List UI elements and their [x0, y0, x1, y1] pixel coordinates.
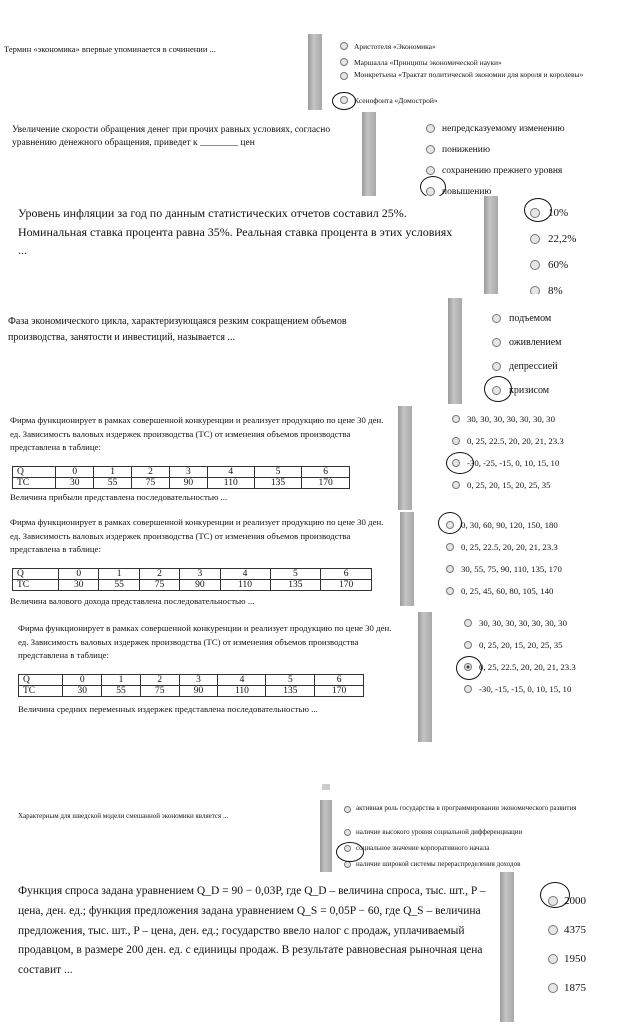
question-card-6 — [0, 512, 623, 612]
option-label: 30, 30, 30, 30, 30, 30, 30 — [479, 618, 567, 628]
answer-option[interactable] — [344, 856, 620, 872]
radio-button[interactable] — [452, 415, 460, 423]
answer-option[interactable] — [452, 408, 622, 430]
option-label: 60% — [548, 259, 569, 271]
option-label: -30, -25, -15, 0, 10, 15, 10 — [467, 458, 560, 468]
answer-option[interactable] — [492, 306, 622, 330]
radio-button[interactable] — [548, 983, 558, 993]
answer-option[interactable] — [340, 38, 620, 54]
answer-option[interactable] — [548, 944, 622, 973]
table-cell: 75 — [139, 580, 179, 591]
answer-option[interactable] — [530, 226, 620, 252]
radio-button[interactable] — [530, 286, 540, 294]
option-label: социальное значение корпоративного начала — [356, 844, 490, 852]
question-text: Термин «экономика» впервые упоминается в сочинении ... — [4, 44, 216, 54]
answer-option[interactable] — [426, 139, 616, 160]
table-cell: 90 — [169, 478, 207, 489]
option-label: Монкретьена «Трактат политической экономии для короля и королевы» — [354, 70, 584, 79]
radio-button[interactable] — [340, 72, 348, 80]
question-text: Фирма функционирует в рамках совершенной конкуренции и реализует продукцию по цене 30 ден. ед. Зависимость валовых издержек производства (TC) от изменения объемов производства представлена в таблице: — [10, 517, 384, 555]
table-cell: 170 — [302, 478, 350, 489]
table-cell: 90 — [179, 686, 218, 697]
answer-option[interactable] — [426, 118, 616, 139]
answer-option[interactable] — [344, 840, 620, 856]
question-tail: Величина средних переменных издержек представлена последовательностью ... — [18, 704, 318, 714]
table-cell: TC — [13, 478, 56, 489]
option-label: сохранению прежнего уровня — [442, 165, 563, 176]
option-label: 0, 25, 22.5, 20, 20, 21, 23.3 — [461, 542, 558, 552]
table-cell: 135 — [270, 580, 321, 591]
answer-option[interactable] — [446, 536, 622, 558]
table-cell: 5 — [266, 675, 315, 686]
answer-options — [344, 804, 620, 872]
scroll-strip — [308, 34, 322, 110]
answer-option[interactable] — [548, 973, 622, 1002]
table-cell: 170 — [315, 686, 364, 697]
table-cell: 30 — [63, 686, 102, 697]
answer-option[interactable] — [340, 70, 620, 92]
table-row — [19, 675, 364, 686]
answer-option[interactable] — [340, 92, 620, 108]
answer-option[interactable] — [446, 514, 622, 536]
table-cell: 55 — [99, 580, 139, 591]
table-cell: 110 — [207, 478, 254, 489]
pen-circle-mark — [540, 882, 570, 908]
scroll-strip — [448, 298, 462, 404]
answer-option[interactable] — [344, 804, 620, 824]
pen-circle-mark — [446, 452, 474, 474]
radio-button[interactable] — [464, 619, 472, 627]
option-label: подъемом — [509, 312, 552, 324]
radio-button[interactable] — [426, 124, 435, 133]
radio-button[interactable] — [426, 145, 435, 154]
answer-option[interactable] — [530, 252, 620, 278]
option-label: 0, 30, 60, 90, 120, 150, 180 — [461, 520, 558, 530]
radio-button[interactable] — [340, 58, 348, 66]
radio-button[interactable] — [464, 641, 472, 649]
answer-option[interactable] — [530, 278, 620, 294]
question-text: Фирма функционирует в рамках совершенной конкуренции и реализует продукцию по цене 30 ден. ед. Зависимость валовых издержек производства (TC) от изменения объемов производства представлена в таблице: — [10, 415, 384, 453]
option-label: Аристотеля «Экономика» — [354, 41, 436, 51]
answer-option[interactable] — [344, 824, 620, 840]
tc-table — [12, 568, 372, 591]
answer-option[interactable] — [452, 430, 622, 452]
scroll-strip — [484, 196, 498, 294]
table-cell: 135 — [266, 686, 315, 697]
radio-button[interactable] — [452, 437, 460, 445]
answer-options — [446, 514, 622, 602]
table-row — [13, 569, 372, 580]
table-cell: 0 — [63, 675, 102, 686]
table-cell: 55 — [94, 478, 132, 489]
option-label: понижению — [442, 144, 490, 155]
radio-button[interactable] — [426, 166, 435, 175]
question-tail: Величина прибыли представлена последовательностью ... — [10, 492, 228, 502]
table-cell: 0 — [56, 467, 94, 478]
table-cell: 4 — [220, 569, 270, 580]
question-text: Характерным для шведской модели смешанной экономики является ... — [18, 812, 229, 820]
tc-table — [12, 466, 350, 489]
option-label: 2000 — [564, 894, 586, 907]
option-label: 0, 25, 45, 60, 80, 105, 140 — [461, 586, 554, 596]
scan-mark — [322, 784, 330, 790]
table-cell: 75 — [132, 478, 170, 489]
option-label: -30, -15, -15, 0, 10, 15, 10 — [479, 684, 572, 694]
pen-circle-mark — [524, 198, 552, 222]
answer-option[interactable] — [452, 452, 622, 474]
table-row — [13, 478, 350, 489]
table-cell: 110 — [218, 686, 266, 697]
answer-option[interactable] — [548, 915, 622, 944]
option-label: 30, 30, 30, 30, 30, 30, 30 — [467, 414, 555, 424]
radio-button[interactable] — [548, 925, 558, 935]
table-cell: 6 — [315, 675, 364, 686]
question-tail: Величина валового дохода представлена последовательностью ... — [10, 596, 255, 606]
question-card-5 — [0, 406, 623, 510]
option-label: 10% — [548, 207, 569, 219]
question-card-4 — [0, 298, 623, 404]
option-label: 30, 55, 75, 90, 110, 135, 170 — [461, 564, 562, 574]
table-cell: 30 — [59, 580, 99, 591]
pen-circle-mark — [456, 656, 482, 680]
option-label: 8% — [548, 285, 563, 294]
option-label: 22,2% — [548, 233, 577, 245]
pen-circle-mark — [484, 376, 512, 402]
answer-option[interactable] — [464, 678, 622, 700]
table-cell: 2 — [139, 569, 179, 580]
question-text: Фаза экономического цикла, характеризующаяся резким сокращением объемов производства, занятости и инвестиций, называется ... — [8, 316, 347, 343]
answer-option[interactable] — [464, 612, 622, 634]
table-cell: 6 — [302, 467, 350, 478]
answer-options — [464, 612, 622, 700]
table-cell: 135 — [254, 478, 302, 489]
option-label: непредсказуемому изменению — [442, 123, 565, 134]
answer-options — [340, 38, 620, 108]
option-label: 0, 25, 22.5, 20, 20, 21, 23.3 — [467, 436, 564, 446]
pen-circle-mark — [420, 176, 446, 198]
option-label: 0, 25, 22.5, 20, 20, 21, 23.3 — [479, 662, 576, 672]
radio-button[interactable] — [344, 829, 351, 836]
table-row — [13, 580, 372, 591]
scroll-strip — [320, 800, 332, 876]
answer-option[interactable] — [492, 354, 622, 378]
table-cell: 1 — [102, 675, 141, 686]
question-card-9 — [0, 872, 623, 1024]
tc-table — [18, 674, 364, 697]
answer-option[interactable] — [446, 580, 622, 602]
question-card-8 — [0, 800, 623, 876]
table-cell: 5 — [254, 467, 302, 478]
option-label: Маршалла «Принципы экономической науки» — [354, 57, 502, 67]
table-cell: TC — [19, 686, 63, 697]
radio-button[interactable] — [548, 954, 558, 964]
table-cell: 90 — [180, 580, 220, 591]
question-text: Уровень инфляции за год по данным статистических отчетов составил 25%. Номинальная ставка процента равна 35%. Реальная ставка процента в этих условиях ... — [18, 206, 453, 258]
radio-button[interactable] — [340, 42, 348, 50]
question-text: Функция спроса задана уравнением Q_D = 90 − 0,03P, где Q_D – величина спроса, тыс. шт., P – цена, ден. ед.; функция предложения задана уравнением Q_S = 0,05P − 60, где Q_S – величина предложения, тыс. шт., P – цена, ден. ед.; государство ввело налог с продаж, уплачиваемый продавцом, в размере 200 ден. ед. с единицы продаж. В результате равновесная рыночная цена составит ... — [18, 885, 486, 977]
answer-option[interactable] — [464, 656, 622, 678]
option-label: 1875 — [564, 981, 586, 994]
table-cell: 3 — [169, 467, 207, 478]
answer-option[interactable] — [492, 330, 622, 354]
table-cell: 2 — [140, 675, 179, 686]
radio-button[interactable] — [492, 362, 501, 371]
option-label: оживлением — [509, 336, 562, 348]
pen-circle-mark — [332, 92, 356, 110]
question-text: Увеличение скорости обращения денег при прочих равных условиях, согласно уравнению денежного обращения, приведет к ________ цен — [12, 125, 331, 148]
table-row — [13, 467, 350, 478]
table-cell: 55 — [102, 686, 141, 697]
question-text: Фирма функционирует в рамках совершенной конкуренции и реализует продукцию по цене 30 ден. ед. Зависимость валовых издержек производства (TC) от изменения объемов производства представлена в таблице: — [18, 623, 392, 661]
question-card-3 — [0, 196, 623, 294]
radio-button[interactable] — [492, 314, 501, 323]
table-cell: 75 — [140, 686, 179, 697]
answer-options — [426, 118, 616, 198]
table-row — [19, 686, 364, 697]
option-label: 1950 — [564, 952, 586, 965]
option-label: депрессией — [509, 360, 558, 372]
option-label: повышению — [442, 186, 492, 197]
table-cell: 110 — [220, 580, 270, 591]
pen-circle-mark — [438, 512, 462, 534]
table-cell: Q — [13, 467, 56, 478]
question-card-2 — [6, 112, 616, 198]
option-label: 0, 25, 20, 15, 20, 25, 35 — [467, 480, 551, 490]
radio-button[interactable] — [464, 685, 472, 693]
table-cell: 30 — [56, 478, 94, 489]
option-label: активная роль государства в программировании экономического развития — [356, 804, 577, 812]
question-card-1 — [0, 22, 623, 110]
table-cell: 4 — [207, 467, 254, 478]
radio-button[interactable] — [492, 338, 501, 347]
table-cell: 170 — [321, 580, 372, 591]
table-cell: 5 — [270, 569, 321, 580]
option-label: 0, 25, 20, 15, 20, 25, 35 — [479, 640, 563, 650]
answer-options — [452, 408, 622, 496]
radio-button[interactable] — [530, 234, 540, 244]
scroll-strip — [398, 406, 412, 510]
option-label: 4375 — [564, 923, 586, 936]
option-label: наличие высокого уровня социальной дифференциации — [356, 828, 523, 836]
table-cell: 1 — [94, 467, 132, 478]
answer-option[interactable] — [464, 634, 622, 656]
table-cell: Q — [13, 569, 59, 580]
scroll-strip — [362, 112, 376, 198]
pen-circle-mark — [336, 842, 364, 862]
radio-button[interactable] — [446, 587, 454, 595]
table-cell: 2 — [132, 467, 170, 478]
radio-button[interactable] — [530, 260, 540, 270]
radio-button[interactable] — [446, 543, 454, 551]
answer-option[interactable] — [426, 160, 616, 181]
answer-option[interactable] — [452, 474, 622, 496]
table-cell: 1 — [99, 569, 139, 580]
table-cell: TC — [13, 580, 59, 591]
radio-button[interactable] — [452, 481, 460, 489]
table-cell: 3 — [180, 569, 220, 580]
table-cell: 6 — [321, 569, 372, 580]
table-cell: 3 — [179, 675, 218, 686]
table-cell: Q — [19, 675, 63, 686]
question-card-7 — [0, 612, 623, 742]
scroll-strip — [400, 512, 414, 606]
scroll-strip — [418, 612, 432, 742]
table-cell: 4 — [218, 675, 266, 686]
option-label: кризисом — [509, 384, 550, 396]
table-cell: 0 — [59, 569, 99, 580]
option-label: наличие широкой системы перераспределения доходов — [356, 860, 521, 868]
answer-option[interactable] — [340, 54, 620, 70]
scroll-strip — [500, 872, 514, 1022]
option-label: Ксенофонта «Домострой» — [354, 95, 438, 105]
radio-button[interactable] — [344, 806, 351, 813]
radio-button[interactable] — [446, 565, 454, 573]
answer-option[interactable] — [446, 558, 622, 580]
